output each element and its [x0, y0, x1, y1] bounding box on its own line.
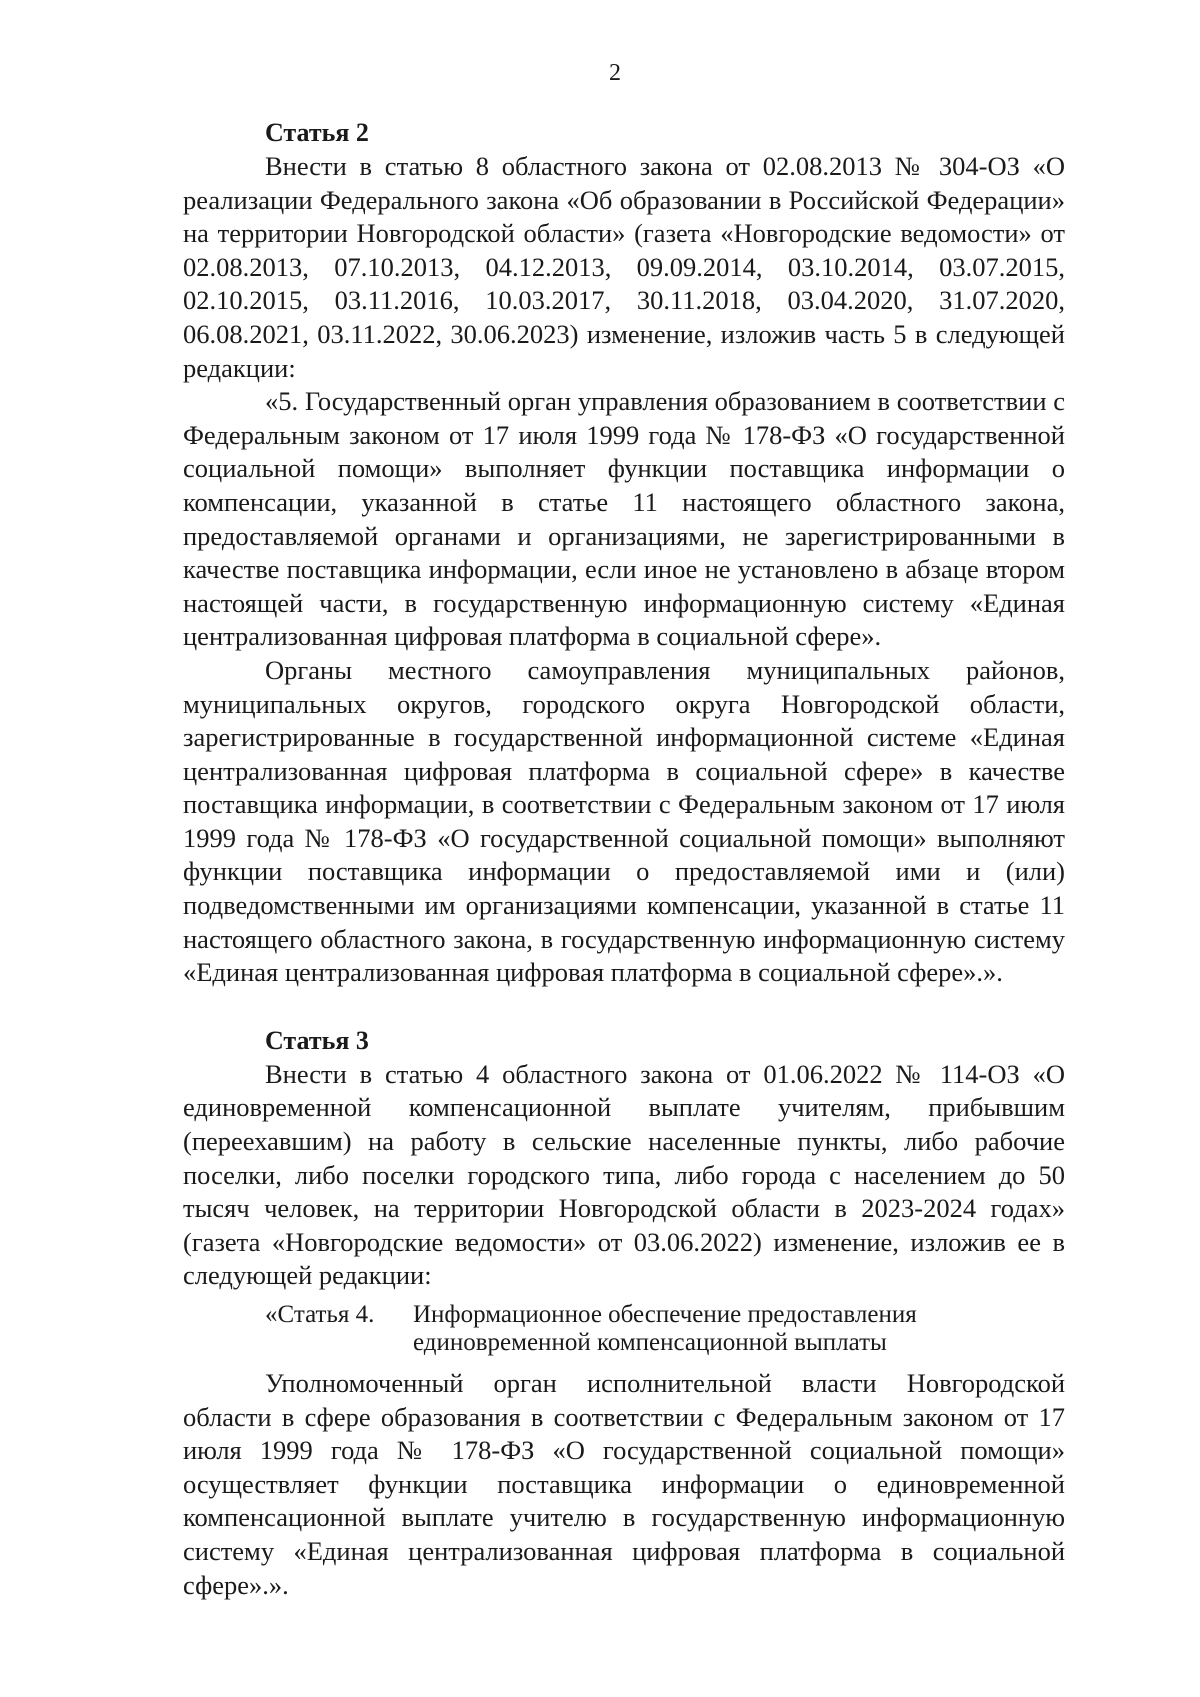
article-2-heading: Статья 2: [265, 118, 369, 147]
new-article-4-title-text: [413, 1301, 1065, 1357]
section-spacer: [183, 990, 1065, 1024]
new-article-4-title: [265, 1301, 1065, 1357]
article-2-part-5-second-paragraph: Органы местного самоуправления муниципальных районов, муниципальных округов, городского округа Новгородской области, зарегистрированные в государственной информационной системе «Единая централизованная цифровая платформа в социальной сфере» в качестве поставщика информации, в соответствии с Федеральным законом от 17 июля 1999 года № 178-ФЗ «О государственной социальной помощи» выполняют функции поставщика информации о предоставляемой ими и (или) подведомственными им организациями компенсации, указанной в статье 11 настоящего областного закона, в государственную информационную систему «Единая централизованная цифровая платформа в социальной сфере».».: [183, 654, 1065, 988]
page-number: 2: [609, 60, 621, 86]
article-2-part-5: «5. Государственный орган управления образованием в соответствии с Федеральным законом от 17 июля 1999 года № 178-ФЗ «О государственной социальной помощи» выполняет функции поставщика информации о компенсации, указанной в статье 11 настоящего областного закона, предоставляемой органами и организациями, не зарегистрированными в качестве поставщика информации, если иное не установлено в абзаце втором настоящей части, в государственную информационную систему «Единая централизованная цифровая платформа в социальной сфере».: [183, 386, 1065, 652]
article-3: [183, 1024, 1065, 1602]
article-3-heading: Статья 3: [265, 1025, 369, 1055]
new-article-4-text: Уполномоченный орган исполнительной власти Новгородской области в сфере образования в соответствии с Федеральным законом от 17 июля 1999 года № 178-ФЗ «О государственной социальной помощи» осуществляет функции поставщика информации о единовременной компенсационной выплате учителю в государственную информационную систему «Единая централизованная цифровая платформа в социальной сфере».».: [183, 1368, 1065, 1600]
new-article-4-title-line-2: единовременной компенсационной выплаты: [413, 1329, 887, 1356]
new-article-4-title-line-1: Информационное обеспечение предоставления: [413, 1301, 917, 1328]
article-3-intro: Внести в статью 4 областного закона от 01.06.2022 № 114-ОЗ «О единовременной компенсационной выплате учителям, прибывшим (переехавшим) на работу в сельские населенные пункты, либо рабочие поселки, либо поселки городского типа, либо города с населением до 50 тысяч человек, на территории Новгородской области в 2023-2024 годах» (газета «Новгородские ведомости» от 03.06.2022) изменение, изложив ее в следующей редакции:: [183, 1058, 1065, 1291]
article-2-intro: Внести в статью 8 областного закона от 02.08.2013 № 304-ОЗ «О реализации Федерального закона «Об образовании в Российской Федерации» на территории Новгородской области» (газета «Новгородские ведомости» от 02.08.2013, 07.10.2013, 04.12.2013, 09.09.2014, 03.10.2014, 03.07.2015, 02.10.2015, 03.11.2016, 10.03.2017, 30.11.2018, 03.04.2020, 31.07.2020, 06.08.2021, 03.11.2022, 30.06.2023) изменение, изложив часть 5 в следующей редакции:: [183, 151, 1065, 383]
new-article-4-number: «Статья 4.: [265, 1301, 375, 1328]
article-2: [183, 116, 1065, 990]
document-body: [183, 116, 1065, 1602]
